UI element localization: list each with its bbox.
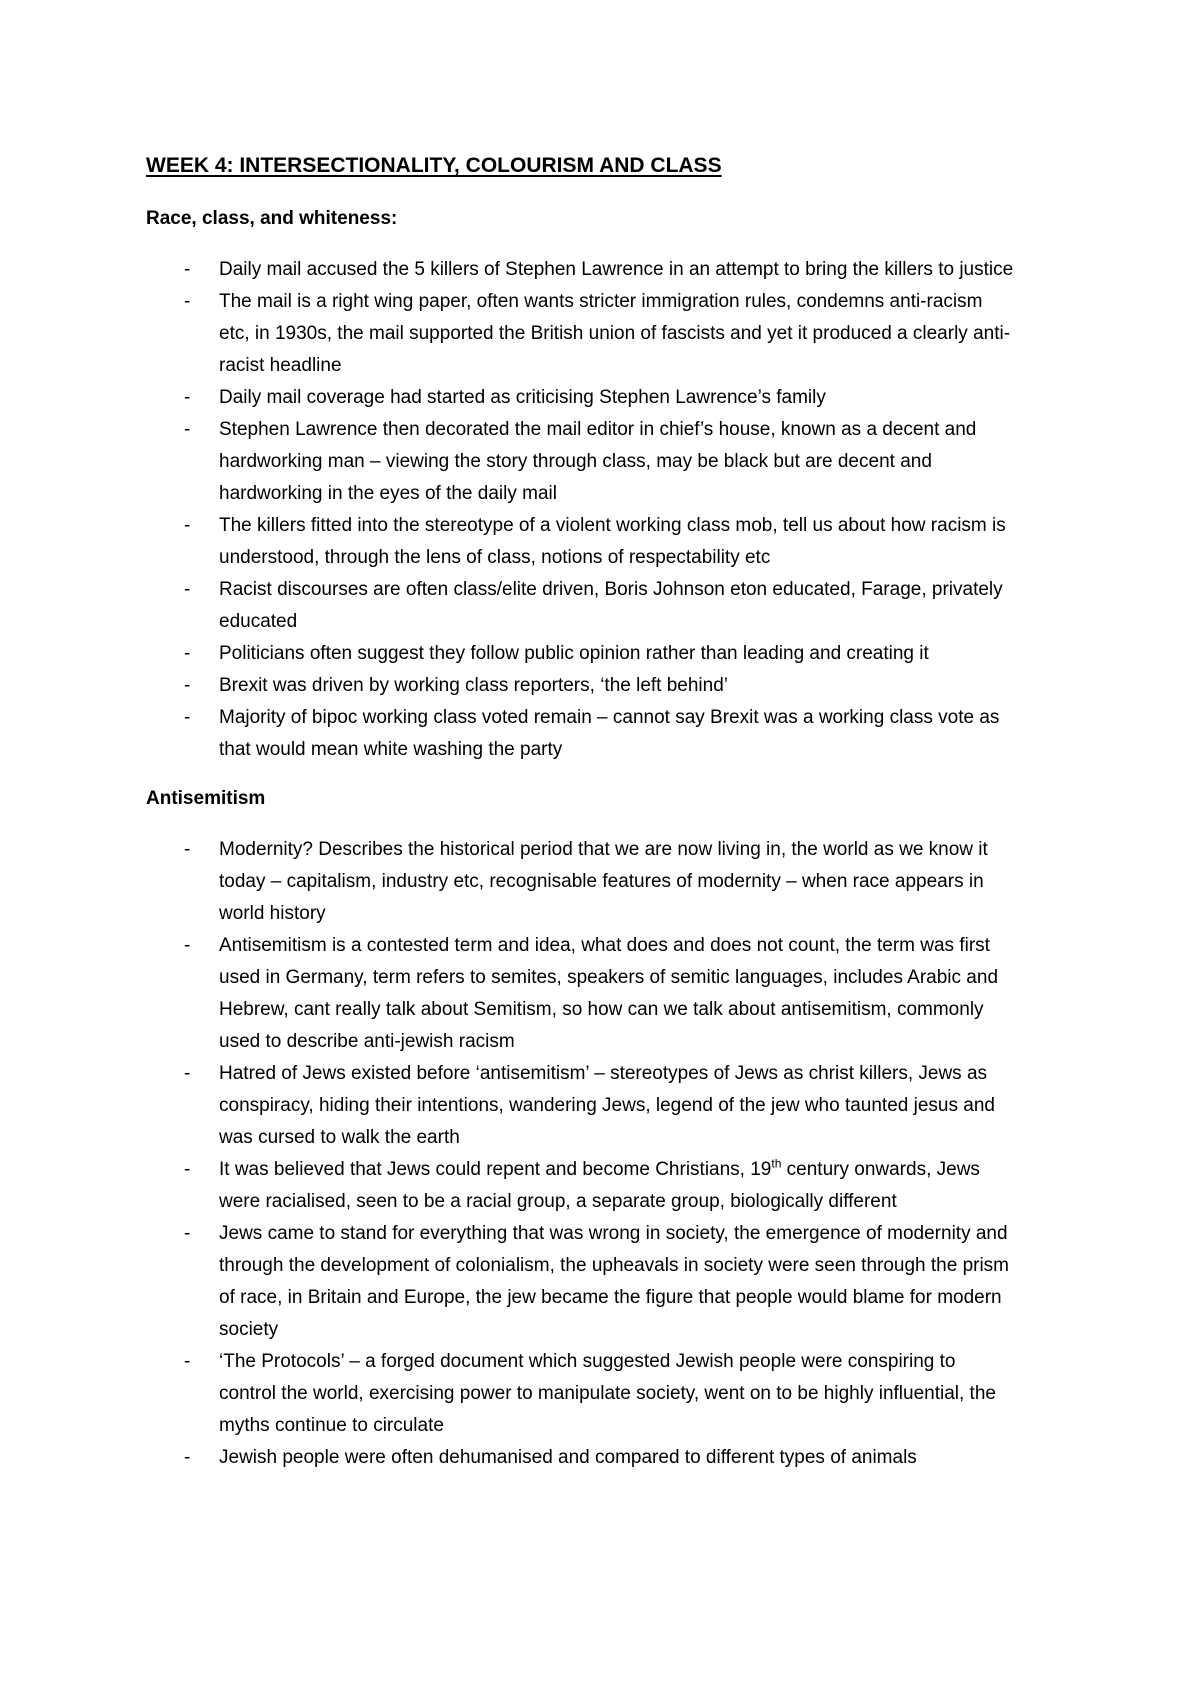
bullet-dash: -	[184, 643, 191, 664]
list-item-text: Jews came to stand for everything that was wrong in society, the emergence of modernity and through the development of colonialism, the upheavals in society were seen through the prism of race, in Britain and Europe, the jew became the figure that people would blame for modern society	[219, 1223, 1010, 1340]
bullet-dash: -	[184, 1351, 191, 1372]
list-item	[146, 574, 1016, 638]
document-title: WEEK 4: INTERSECTIONALITY, COLOURISM AND CLASS	[146, 154, 722, 177]
list-item-text: Antisemitism is a contested term and idea, what does and does not count, the term was first used in Germany, term refers to semites, speakers of semitic languages, includes Arabic and Hebrew, cant really talk about Semitism, so how can we talk about antisemitism, commonly used to describe anti-jewish racism	[219, 935, 999, 1052]
superscript-ordinal: th	[771, 1156, 782, 1171]
list-item-text: Daily mail coverage had started as criticising Stephen Lawrence’s family	[219, 387, 826, 408]
list-item-text: Jewish people were often dehumanised and compared to different types of animals	[219, 1447, 917, 1468]
bullet-dash: -	[184, 1223, 191, 1244]
section-heading-race-class-whiteness: Race, class, and whiteness:	[146, 208, 398, 229]
list-item-text: ‘The Protocols’ – a forged document which suggested Jewish people were conspiring to control the world, exercising power to manipulate society, went on to be highly influential, the myths continue to circulate	[219, 1351, 996, 1436]
list-item	[146, 930, 1016, 1058]
list-item	[146, 670, 1016, 702]
section-heading-antisemitism: Antisemitism	[146, 788, 266, 809]
bullet-dash: -	[184, 707, 191, 728]
bullet-dash: -	[184, 839, 191, 860]
list-item-text: Brexit was driven by working class reporters, ‘the left behind’	[219, 675, 729, 696]
list-item	[146, 638, 1016, 670]
bullet-list-antisemitism	[146, 834, 1100, 1474]
list-item-text: Stephen Lawrence then decorated the mail editor in chief’s house, known as a decent and hardworking man – viewing the story through class, may be black but are decent and hardworking in the eyes of the daily mail	[219, 419, 977, 504]
list-item-text: The killers fitted into the stereotype of a violent working class mob, tell us about how racism is understood, through the lens of class, notions of respectability etc	[219, 515, 1006, 568]
bullet-dash: -	[184, 387, 191, 408]
list-item-text-after: century onwards, Jews were racialised, seen to be a racial group, a separate group, biologically different	[219, 1159, 980, 1212]
list-item	[146, 286, 1016, 382]
bullet-dash: -	[184, 579, 191, 600]
bullet-dash: -	[184, 1159, 191, 1180]
bullet-dash: -	[184, 419, 191, 440]
list-item-text: Modernity? Describes the historical period that we are now living in, the world as we know it today – capitalism, industry etc, recognisable features of modernity – when race appears in world history	[219, 839, 988, 924]
list-item	[146, 510, 1016, 574]
list-item-text: Racist discourses are often class/elite driven, Boris Johnson eton educated, Farage, privately educated	[219, 579, 1003, 632]
list-item	[146, 254, 1016, 286]
list-item-text-before: It was believed that Jews could repent and become Christians, 19	[219, 1159, 772, 1180]
bullet-dash: -	[184, 1447, 191, 1468]
list-item	[146, 834, 1016, 930]
bullet-dash: -	[184, 291, 191, 312]
list-item-text: Daily mail accused the 5 killers of Stephen Lawrence in an attempt to bring the killers to justice	[219, 259, 1014, 280]
bullet-dash: -	[184, 1063, 191, 1084]
bullet-dash: -	[184, 515, 191, 536]
bullet-list-race-class-whiteness	[146, 254, 1100, 766]
list-item	[146, 414, 1016, 510]
bullet-dash: -	[184, 259, 191, 280]
list-item	[146, 1218, 1016, 1346]
list-item	[146, 1058, 1016, 1154]
list-item	[146, 382, 1016, 414]
bullet-dash: -	[184, 935, 191, 956]
list-item-text: Politicians often suggest they follow public opinion rather than leading and creating it	[219, 643, 929, 664]
bullet-dash: -	[184, 675, 191, 696]
list-item-text: Hatred of Jews existed before ‘antisemitism’ – stereotypes of Jews as christ killers, Jews as conspiracy, hiding their intentions, wandering Jews, legend of the jew who taunted jesus and was cursed to walk the earth	[219, 1063, 995, 1148]
list-item	[146, 1154, 1016, 1218]
list-item-text: Majority of bipoc working class voted remain – cannot say Brexit was a working class vote as that would mean white washing the party	[219, 707, 1000, 760]
list-item	[146, 1442, 1016, 1474]
list-item	[146, 702, 1016, 766]
list-item	[146, 1346, 1016, 1442]
list-item-text: The mail is a right wing paper, often wants stricter immigration rules, condemns anti-racism etc, in 1930s, the mail supported the British union of fascists and yet it produced a clearly anti-racist headline	[219, 291, 1011, 376]
